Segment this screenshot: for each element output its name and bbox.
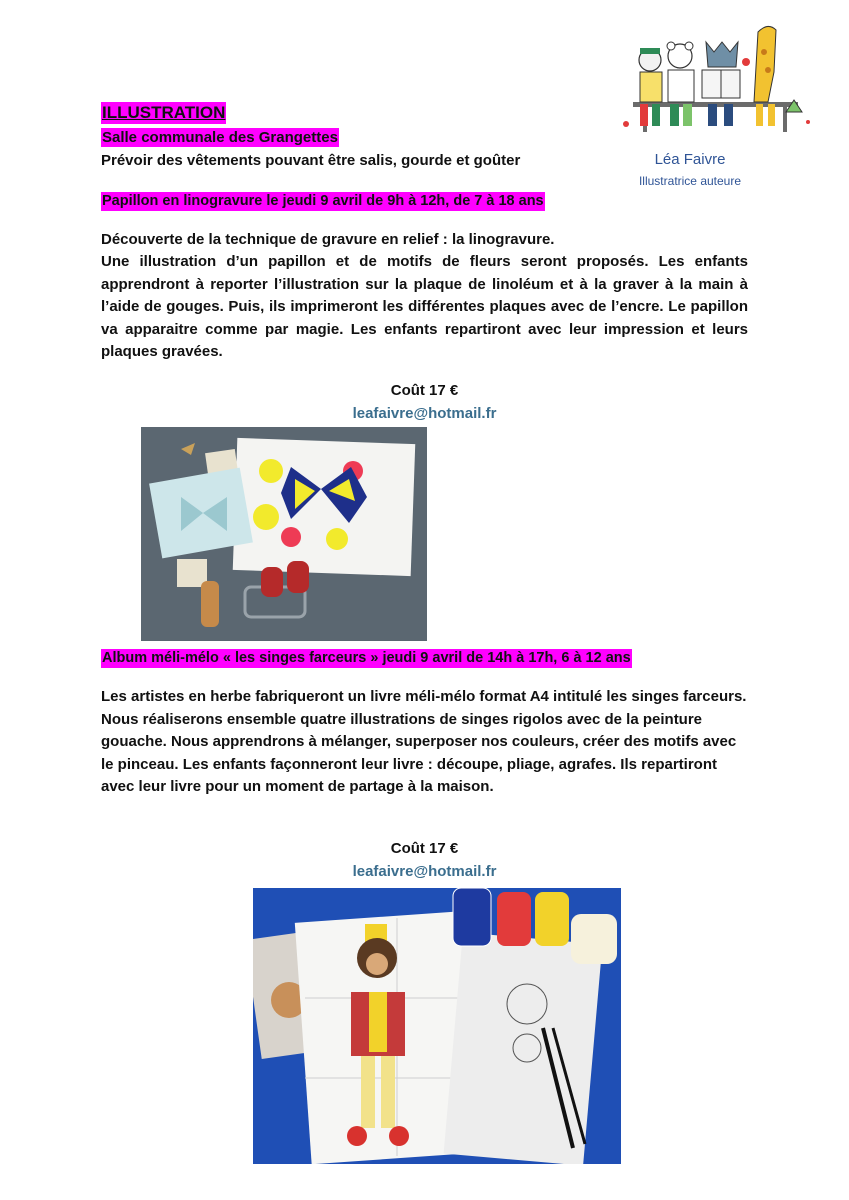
author-logo-illustration (618, 12, 814, 142)
activity-1-cost: Coût 17 € (390, 382, 459, 399)
venue-label: Salle communale des Grangettes (102, 129, 338, 146)
activity-2-email[interactable]: leafaivre@hotmail.fr (352, 863, 497, 880)
activity-2-description: Les artistes en herbe fabriqueront un livre méli-mélo format A4 intitulé les singes farceurs. Nous réaliserons ensemble quatre illustrations de singes rigolos avec de la peinture gouache. Nous apprendrons à mélanger, superposer nos couleurs, créer des motifs avec le pinceau. Les enfants façonneront leur livre : découpe, pliage, agrafes. Ils repartiront avec leur livre pour un moment de partage à la maison. (101, 688, 747, 795)
activity-1-email[interactable]: leafaivre@hotmail.fr (352, 405, 497, 422)
author-role: Illustratrice auteure (638, 174, 742, 188)
advice-text: Prévoir des vêtements pouvant être salis, gourde et goûter (101, 152, 521, 169)
activity-1-description: Une illustration d’un papillon et de motifs de fleurs seront proposés. Les enfants apprendront à reporter l’illustration sur la plaque de linoléum et à la graver à la main à l’aide de gouges. Puis, ils imprimeront les différentes plaques avec de l’encre. Le papillon va apparaitre comme par magie. Les enfants repartiront avec leur impression et leurs plaques gravées. (101, 253, 748, 360)
activity-2-cost: Coût 17 € (390, 840, 459, 857)
activity-1-intro: Découverte de la technique de gravure en relief : la linogravure. (101, 231, 555, 248)
activity-2-heading: Album méli-mélo « les singes farceurs » jeudi 9 avril de 14h à 17h, 6 à 12 ans (102, 650, 631, 666)
monkey-album-photo (253, 888, 621, 1164)
activity-1-heading: Papillon en linogravure le jeudi 9 avril de 9h à 12h, de 7 à 18 ans (102, 193, 544, 209)
linocut-photo (141, 427, 427, 641)
page-title: ILLUSTRATION (102, 103, 226, 122)
author-name: Léa Faivre (654, 151, 726, 168)
